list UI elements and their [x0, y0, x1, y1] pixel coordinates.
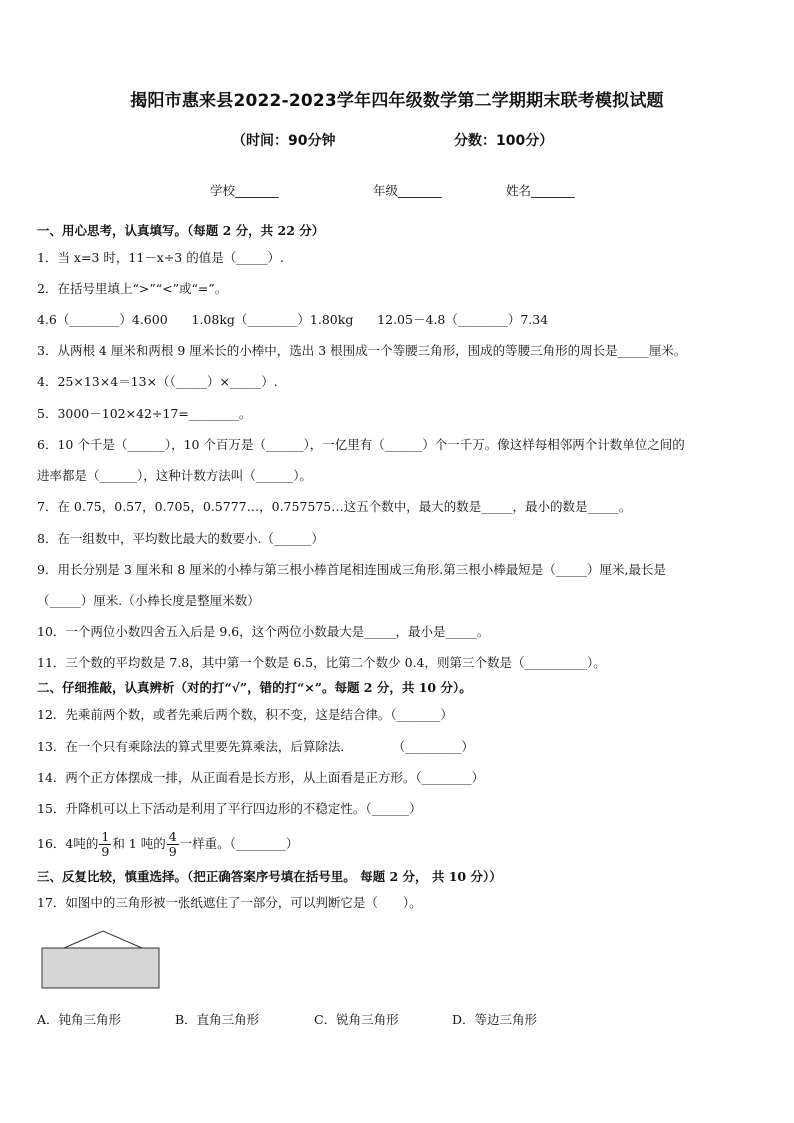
question-4: 4．25×13×4＝13×（（_____）×_____）.: [37, 374, 278, 389]
paper-cover: [42, 948, 159, 988]
question-14: 14．两个正方体摆成一排，从正面看是长方形，从上面看是正方形。（________）: [37, 770, 485, 785]
fraction-numerator: 4: [168, 829, 177, 844]
section-heading-2: 二、仔细推敲，认真辨析（对的打“√”，错的打“×”。每题 2 分，共 10 分）。: [37, 680, 472, 695]
question-9-line-2: （_____）厘米.（小棒长度是整厘米数）: [37, 593, 260, 608]
question-16-suffix: 一样重。（________）: [179, 836, 299, 851]
exam-score: 分数：100分）: [454, 133, 554, 149]
question-8: 8．在一组数中，平均数比最大的数要小.（______）: [37, 531, 324, 546]
option-d[interactable]: D．等边三角形: [452, 1012, 538, 1027]
question-2-items: 4.6（________）4.600 1.08kg（________）1.80kg 12.05－4.8（________）7.34: [37, 312, 549, 327]
question-16: [37, 826, 298, 862]
fraction-one-ninth: [99, 830, 111, 859]
question-10: 10．一个两位小数四舍五入后是 9.6，这个两位小数最大是_____，最小是_____。: [37, 624, 490, 639]
exam-time: （时间：90分钟: [232, 133, 336, 149]
school-field[interactable]: 学校_______: [210, 183, 279, 198]
section-heading-1: 一、用心思考，认真填写。（每题 2 分，共 22 分）: [37, 223, 325, 238]
question-2: 2．在括号里填上“>”“<”或“=”。: [37, 281, 228, 296]
page-title: 揭阳市惠来县2022-2023学年四年级数学第二学期期末联考模拟试题: [130, 91, 664, 111]
option-c[interactable]: C．锐角三角形: [314, 1012, 399, 1027]
covered-triangle-figure: [38, 928, 164, 992]
question-16-prefix: 16．4吨的: [37, 836, 99, 851]
question-15: 15．升降机可以上下活动是利用了平行四边形的不稳定性。（______）: [37, 801, 422, 816]
question-16-mid: 和 1 吨的: [112, 836, 166, 851]
fraction-denominator: 9: [168, 844, 177, 859]
triangle-top: [64, 931, 142, 948]
question-17: 17．如图中的三角形被一张纸遮住了一部分，可以判断它是（ ）。: [37, 895, 422, 910]
fraction-four-ninths: [167, 830, 179, 859]
question-13: 13．在一个只有乘除法的算式里要先算乘法，后算除法． （_________）: [37, 739, 474, 754]
option-b[interactable]: B．直角三角形: [175, 1012, 260, 1027]
question-3: 3．从两根 4 厘米和两根 9 厘米长的小棒中，选出 3 根围成一个等腰三角形，围成的等腰三角形的周长是_____厘米。: [37, 343, 687, 358]
option-a[interactable]: A．钝角三角形: [37, 1012, 122, 1027]
question-11: 11．三个数的平均数是 7.8，其中第一个数是 6.5，比第二个数少 0.4，则第三个数是（__________）。: [37, 655, 606, 670]
name-field[interactable]: 姓名_______: [506, 183, 575, 198]
question-6-line-2: 进率都是（______），这种计数方法叫（______）。: [37, 468, 313, 483]
question-1: 1．当 x=3 时，11－x÷3 的值是（_____）.: [37, 250, 284, 265]
question-6-line-1: 6．10 个千是（______），10 个百万是（______），一亿里有（______）个一千万。像这样每相邻两个计数单位之间的: [37, 437, 685, 452]
question-7: 7．在 0.75，0.57，0.705，0.5777…，0.757575…这五个数中，最大的数是_____，最小的数是_____。: [37, 499, 632, 514]
fraction-numerator: 1: [101, 829, 110, 844]
grade-field[interactable]: 年级_______: [373, 183, 442, 198]
question-12: 12．先乘前两个数，或者先乘后两个数，积不变，这是结合律。（_______）: [37, 707, 453, 722]
section-heading-3: 三、反复比较，慎重选择。（把正确答案序号填在括号里。 每题 2 分， 共 10 分））: [37, 869, 502, 884]
fraction-denominator: 9: [101, 844, 110, 859]
exam-info: [0, 130, 794, 152]
question-5: 5．3000－102×42÷17=________。: [37, 406, 252, 421]
question-9-line-1: 9．用长分别是 3 厘米和 8 厘米的小棒与第三根小棒首尾相连围成三角形.第三根小棒最短是（_____）厘米,最长是: [37, 562, 666, 577]
